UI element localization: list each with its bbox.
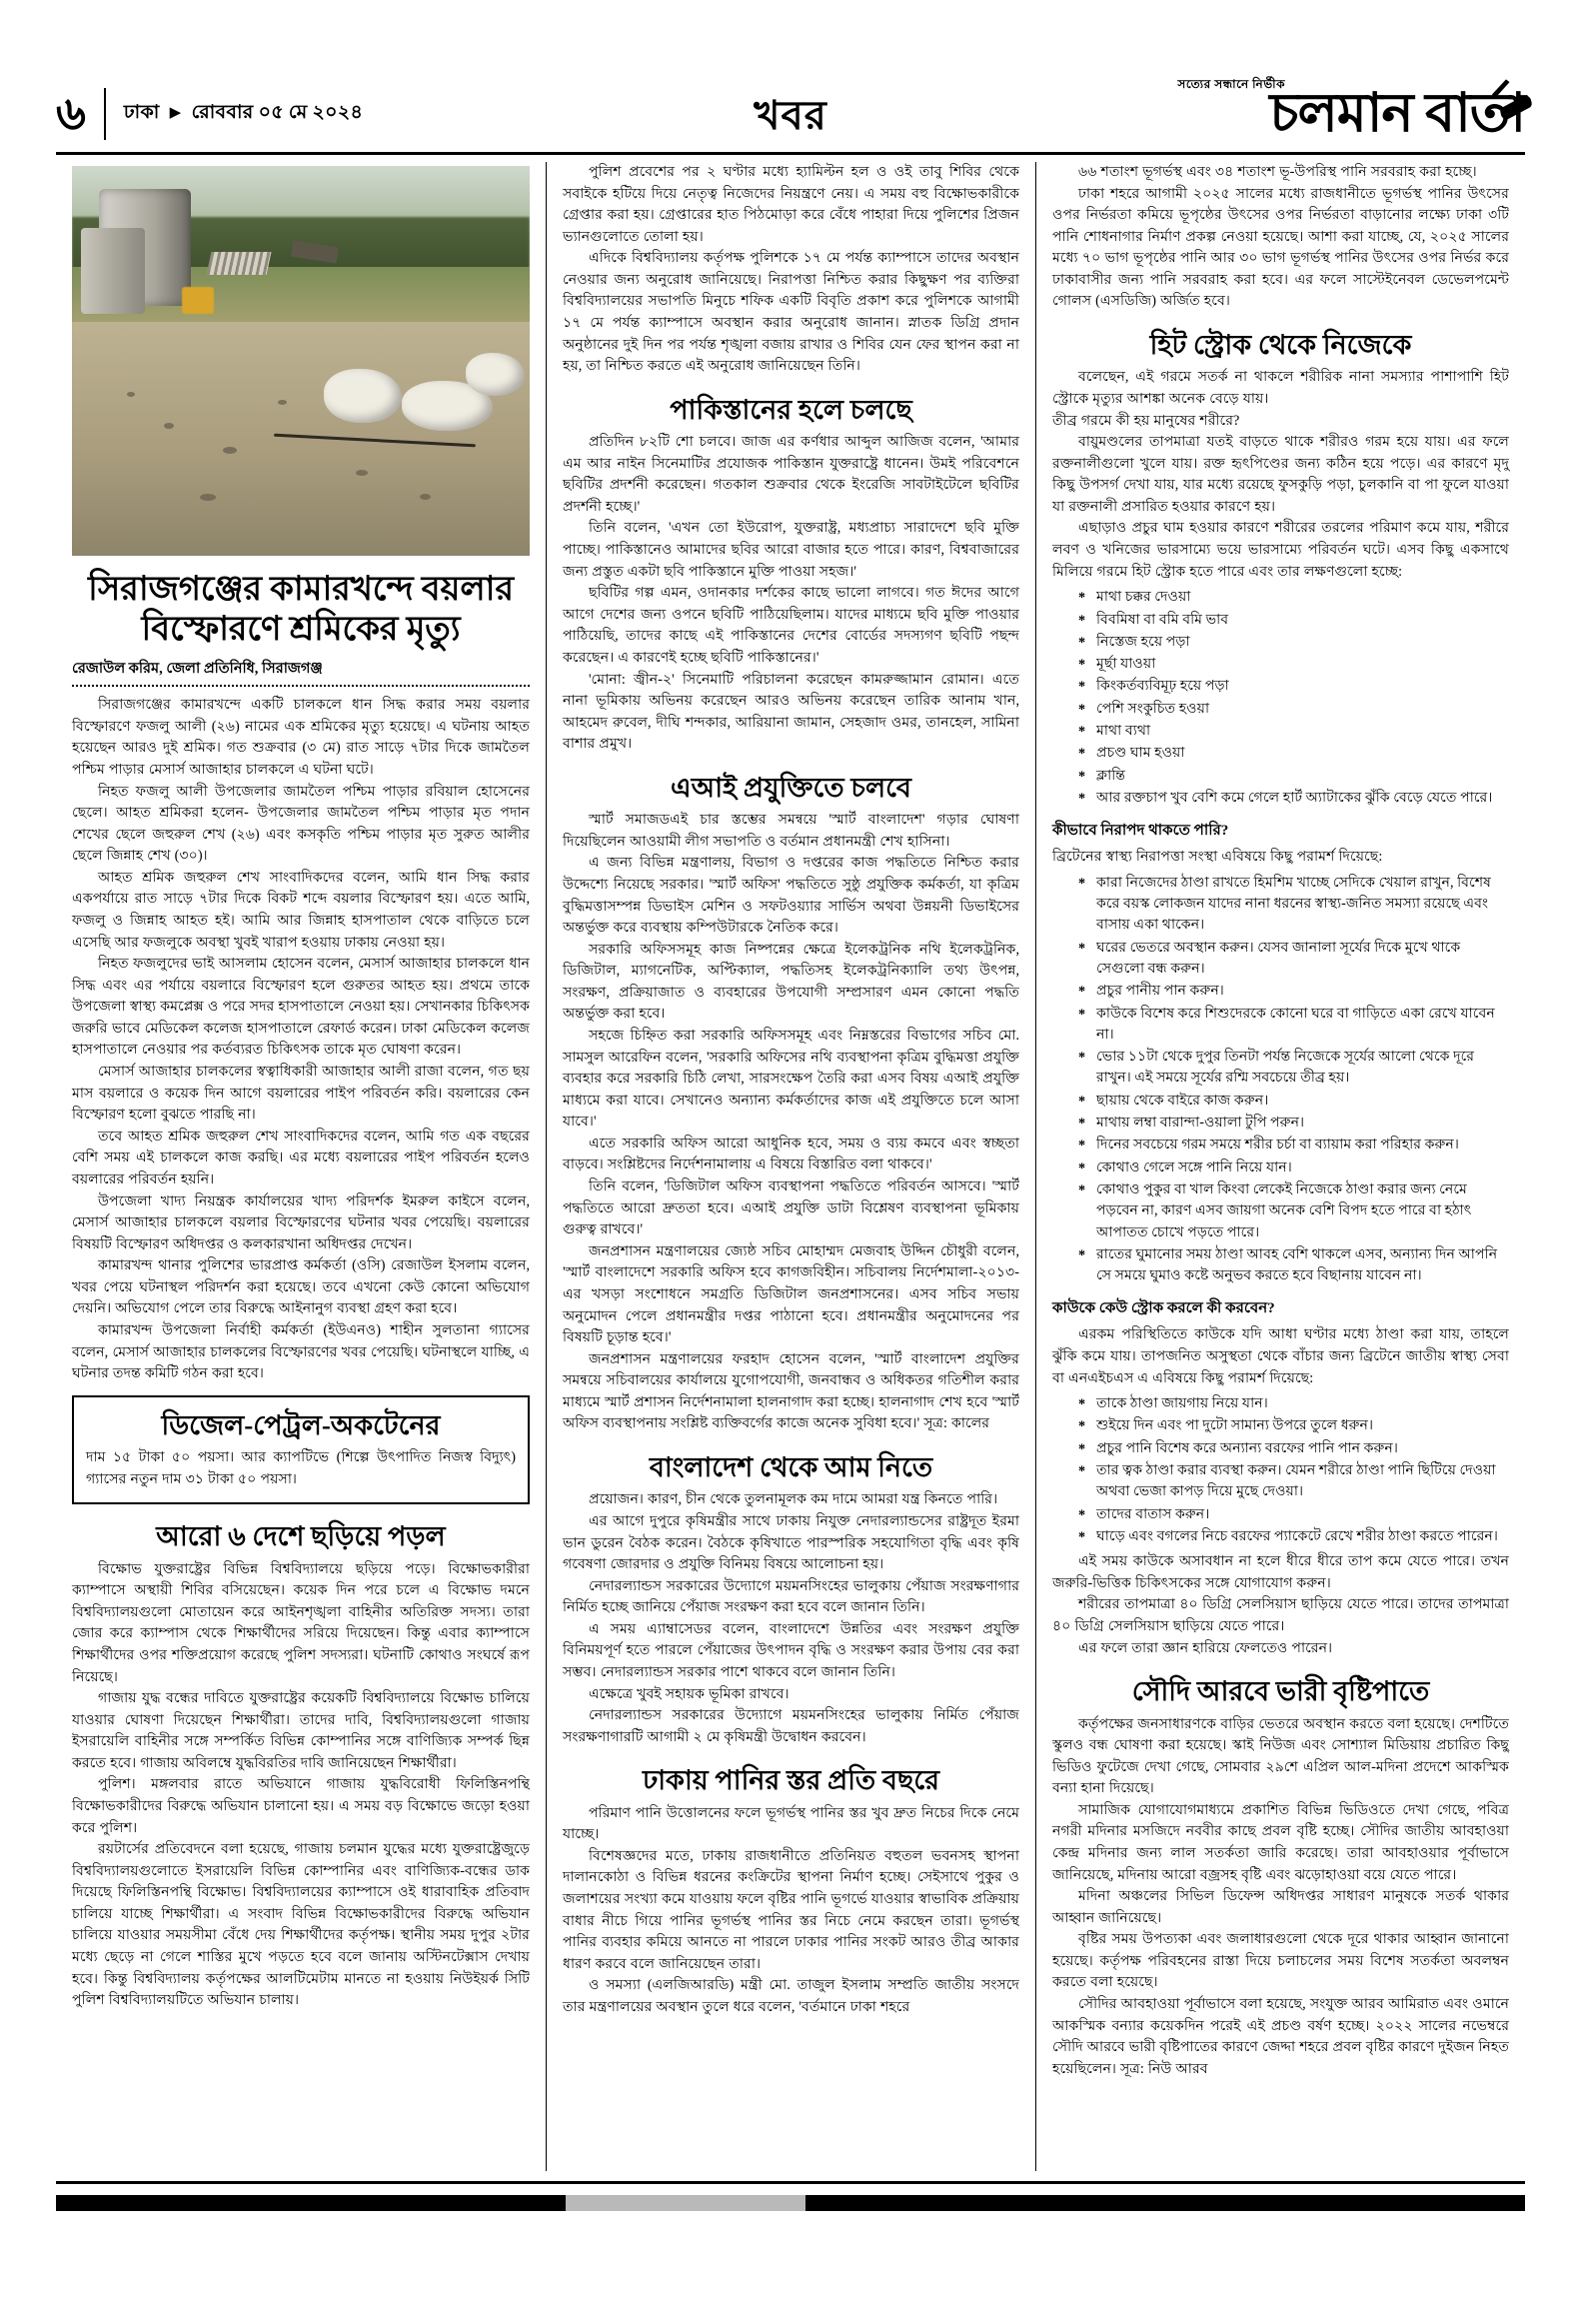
- list-item: * কারা নিজেদের ঠাণ্ডা রাখতে হিমশিম খাচ্ছে সেদিকে খেয়াল রাখুন, বিশেষ করে বয়স্ক লোকজন যাদের নানা ধরনের স্বাস্থ্য-জনিত সমস্যা রয়েছে এবং বাসায় একা থাকেন।: [1078, 873, 1509, 937]
- page-title: খবর: [754, 93, 827, 138]
- list-item: * তার ত্বক ঠাণ্ডা করার ব্যবস্থা করুন। যেমন শরীরে ঠাণ্ডা পানি ছিটিয়ে দেওয়া অথবা ভেজা কাপড় দিয়ে মুছে দেওয়া।: [1078, 1460, 1509, 1503]
- paragraph: বিশেষজ্ঞদের মতে, ঢাকায় রাজধানীতে প্রতিনিয়ত বহুতল ভবনসহ স্থাপনা দালানকোঠা ও বিভিন্ন ধরনের কংক্রিটের স্থাপনা নির্মাণ হচ্ছে। সেইসাথে পুকুর ও জলাশয়ের সংখ্যা কমে যাওয়ায় ফলে বৃষ্টির পানি ভূগর্ভে যাওয়ার স্বাভাবিক প্রক্রিয়ায় বাধার নীচে গিয়ে পানির ভূগর্ভস্থ পানির স্তর নিচে নেমে করছেন তারা। ভূগর্ভস্থ পানির ব্যবহার কমিয়ে আনতে না পারলে ঢাকার পানির সংকট আরও তীব্র আকার ধারণ করবে বলে জানিয়েছেন তারা।: [563, 1847, 1019, 1972]
- byline-rule: [72, 685, 530, 687]
- story-headline-saudi-rain: সৌদি আরবে ভারী বৃষ্টিপাতে: [1131, 1676, 1430, 1707]
- paragraph: নিহত ফজলু আলী উপজেলার জামতৈল পশ্চিম পাড়ার রবিয়াল হোসেনের ছেলে। আহত শ্রমিকরা হলেন- উপজেলার জামতৈল পশ্চিম পাড়ার মৃত পদান শেখের ছেলে জহুরুল শেখ (২৬) এবং কসকৃতি পশ্চিম পাড়ার মৃত সুরুত আলীর ছেলে জিন্নাহ শেখ (৩০)।: [72, 783, 530, 865]
- paragraph: কর্তৃপক্ষের জনসাধারণকে বাড়ির ভেতরে অবস্থান করতে বলা হয়েছে। দেশটিতে স্কুলও বন্ধ ঘোষণা করা হয়েছে। স্কাই নিউজ এবং সোশ্যাল মিডিয়ায় প্রচারিত কিছু ভিডিও ফুটেজে দেখা গেছে, সোমবার ২৯শে এপ্রিল আল-মদিনা প্রদেশে আকস্মিক বন্যা হানা দিয়েছে।: [1052, 1715, 1509, 1797]
- list-item: * প্রচুর পানি বিশেষ করে অন্যান্য বরফের পানি পান করুন।: [1078, 1438, 1509, 1459]
- secondary-headline: আরো ৬ দেশে ছড়িয়ে পড়ল: [156, 1521, 446, 1552]
- list-item: * দিনের সবচেয়ে গরম সময়ে শরীর চর্চা বা ব্যায়াম করা পরিহার করুন।: [1078, 1135, 1509, 1156]
- column-2: [546, 162, 1035, 2171]
- lead-photo: [72, 166, 530, 556]
- symptom-list: [1052, 587, 1509, 809]
- list-item: * ভোর ১১টা থেকে দুপুর তিনটা পর্যন্ত নিজেকে সূর্যের আলো থেকে দূরে রাখুন। এই সময়ে সূর্যের রশ্মি সবচেয়ে তীব্র হয়।: [1078, 1047, 1509, 1090]
- paragraph: ৬৬ শতাংশ ভূগর্ভস্থ এবং ৩৪ শতাংশ ভূ-উপরিস্থ পানি সরবরাহ করা হচ্ছে।: [1078, 164, 1477, 180]
- brand-name: চলমান বার্তা: [1269, 83, 1525, 143]
- list-item: * কিংকর্তব্যবিমূঢ় হয়ে পড়া: [1078, 676, 1509, 697]
- paragraph: মেসার্স আজাহার চালকলের স্বত্বাধিকারী আজাহার আলী রাজা বলেন, গত ছয় মাস বয়লারে ও কয়েক দিন আগে বয়লারের পাইপ পরিবর্তন করি। বয়লারের কেন বিস্ফোরণ হলো বুঝতে পারছি না।: [72, 1064, 530, 1124]
- list-item: * প্রচণ্ড ঘাম হওয়া: [1078, 743, 1509, 764]
- safety-advice-list: [1052, 873, 1509, 1287]
- dateline-city: ঢাকা: [123, 102, 160, 123]
- price-box: [72, 1395, 530, 1505]
- paragraph: পুলিশ। মঙ্গলবার রাতে অভিযানে গাজায় যুদ্ধবিরোধী ফিলিস্তিনপন্থি বিক্ষোভকারীদের বিরুদ্ধে অভিযান চালানো হয়। এ সময় বড় বিক্ষোভে জড়ো হওয়া করে পুলিশ।: [72, 1776, 530, 1836]
- footer-segment-middle: [566, 2195, 805, 2211]
- paragraph: বৃষ্টির সময় উপত্যকা এবং জলাধারগুলো থেকে দূরে থাকার আহ্বান জানানো হয়েছে। কর্তৃপক্ষ পরিবহনের রাস্তা দিয়ে চলাচলের সময় বিশেষ সতর্কতা অবলম্বন করতে বলা হয়েছে।: [1052, 1931, 1509, 1991]
- column-3: [1035, 162, 1525, 2171]
- list-item: * নিস্তেজ হয়ে পড়া: [1078, 632, 1509, 653]
- paragraph: এক্ষেত্রে খুবই সহায়ক ভূমিকা রাখবে।: [589, 1685, 789, 1702]
- paragraph: উপজেলা খাদ্য নিয়ন্ত্রক কার্যালয়ের খাদ্য পরিদর্শক ইমরুল কাইসে বলেন, মেসার্স আজাহার চালকলে বয়লার বিস্ফোরণের ঘটনার খবর পেয়েছি। বয়লারের বিষয়টি বিস্ফোরণ অধিদপ্তর ও কলকারখানা অধিদপ্তর দেখেন।: [72, 1192, 530, 1252]
- paragraph: এরকম পরিস্থিতিতে কাউকে যদি আধা ঘণ্টার মধ্যে ঠাণ্ডা করা যায়, তাহলে ঝুঁকি কমে যায়। তাপজনিত অসুস্থতা থেকে বাঁচার জন্য ব্রিটেনে জাতীয় স্বাস্থ্য সেবা বা এনএইচএস এ এবিষয়ে কিছু পরামর্শ দিয়েছে:: [1052, 1326, 1509, 1386]
- paragraph: কামারখন্দ উপজেলা নির্বাহী কর্মকর্তা (ইউএনও) শাহীন সুলতানা গ্যাসের বলেন, মেসার্স আজাহার চালকলের বিস্ফোরণের খবর পেয়েছি। ঘটনাস্থলে যাচ্ছি, এ ঘটনার তদন্ত কমিটি গঠন করা হবে।: [72, 1321, 530, 1382]
- paragraph: সৌদির আবহাওয়া পূর্বাভাসে বলা হয়েছে, সংযুক্ত আরব আমিরাত এবং ওমানে আকস্মিক বন্যার কয়েকদিন পরেই এই প্রচণ্ড বর্ষণ হচ্ছে। ২০২২ সালের নভেম্বরে সৌদি আরবে ভারী বৃষ্টিপাতের কারণে জেদ্দা শহরে প্রবল বৃষ্টির কারণে দুইজন নিহত হয়েছিলেন। সূত্র: নিউ আরব: [1052, 1996, 1509, 2077]
- price-box-headline: ডিজেল-পেট্রল-অকটেনের: [161, 1409, 441, 1440]
- paragraph: রয়টার্সের প্রতিবেদনে বলা হয়েছে, গাজায় চলমান যুদ্ধের মধ্যে যুক্তরাষ্ট্রেজুড়ে বিশ্ববিদ্যালয়গুলোতে ইসরায়েলি বিভিন্ন কোম্পানির এবং বাণিজ্যিক-বন্ধের ডাক দিয়েছে ফিলিস্তিনপন্থি বিক্ষোভ। বিশ্ববিদ্যালয়ের ক্যাম্পাসে ওই ধারাবাহিক প্রতিবাদ চালিয়ে যাচ্ছে শিক্ষার্থীরা। এ সংবাদ বিভিন্ন বিক্ষোভকারীদের বিরুদ্ধে অভিযান চালিয়ে যাওয়ার সময়সীমা বেঁধে দেয় শিক্ষার্থীদের কর্তৃপক্ষ। স্থানীয় সময় দুপুর ২টার মধ্যে ছেড়ে না গেলে শাস্তির মুখে পড়তে হবে বলে জানায় অস্টিনটেক্সাস দেখায় হবে। কিন্তু বিশ্ববিদ্যালয় কর্তৃপক্ষের আলটিমেটাম মানতে না হওয়ায় নিউইয়র্ক সিটি পুলিশ বিশ্ববিদ্যালয়টিতে অভিযান চালায়।: [72, 1841, 530, 2009]
- paragraph: নেদারল্যান্ডস সরকারের উদ্যোগে ময়মনসিংহের ভালুকায় পেঁয়াজ সংরক্ষণাগার নির্মিত হচ্ছে জানিয়ে পেঁয়াজ সংরক্ষণ করা হবে বলে জানান তিনি।: [563, 1577, 1019, 1616]
- paragraph: সহজে চিহ্নিত করা সরকারি অফিসসমূহ এবং নিম্নস্তরের বিভাগের সচিব মো. সামসুল আরেফিন বলেন, 'সরকারি অফিসের নথি ব্যবস্থাপনা কৃত্রিম বুদ্ধিমত্তা প্রযুক্তি ব্যবহার করে সরকারি চিঠি লেখা, সারসংক্ষেপ তৈরি করা এসব বিষয় এআই প্রযুক্তি মাধ্যমে করা যাবে। সেখানেও অন্যান্য কর্মকর্তাদের কাজ এই প্রযুক্তিতে চলে আসা যাবে।': [563, 1028, 1019, 1131]
- paragraph: প্রতিদিন ৮২টি শো চলবে। জাজ এর কর্ণধার আব্দুল আজিজ বলেন, 'আমার এম আর নাইন সিনেমাটির প্রযোজক পাকিস্তান যুক্তরাষ্ট্রে ধানেন। উমই পরিবেশনে ছবিটির প্রদর্শনী করেছেন। গতকাল শুক্রবার থেকে ইংরেজি সাবটাইটেলে ছবিটির প্রদর্শনী হচ্ছে।': [563, 434, 1019, 515]
- paragraph: সামাজিক যোগাযোগমাধ্যমে প্রকাশিত বিভিন্ন ভিডিওতে দেখা গেছে, পবিত্র নগরী মদিনার মসজিদে নববীর কাছে প্রবল বৃষ্টি হচ্ছে। সৌদির জাতীয় আবহাওয়া কেন্দ্র মদিনার জন্য লাল সতর্কতা জারি করেছে। তারা আবহাওয়ার পূর্বাভাসে জানিয়েছে, মদিনায় আরো বজ্রসহ বৃষ্টি এবং ঝড়োহাওয়া বয়ে যেতে পারে।: [1052, 1801, 1509, 1883]
- paragraph: ও সমস্যা (এলজিআরডি) মন্ত্রী মো. তাজুল ইসলাম সম্প্রতি জাতীয় সংসদে তার মন্ত্রণালয়ের অবস্থান তুলে ধরে বলেন, 'বর্তমানে ঢাকা শহরে: [563, 1977, 1019, 2015]
- price-box-text: দাম ১৫ টাকা ৫০ পয়সা। আর ক্যাপটিভে (শিল্পে উৎপাদিত নিজস্ব বিদ্যুৎ) গ্যাসের নতুন দাম ৩১ টাকা ৫০ পয়সা।: [86, 1449, 516, 1487]
- column-1: [56, 162, 546, 2171]
- footer-segment-left: [56, 2195, 566, 2211]
- footer-bar: [56, 2195, 1525, 2211]
- paragraph: তীব্র গরমে কী হয় মানুষের শরীরে?: [1052, 412, 1240, 429]
- response-list: [1052, 1393, 1509, 1547]
- paragraph: তিনি বলেন, 'ডিজিটাল অফিস ব্যবস্থাপনা পদ্ধতিতে পরিবর্তন আসবে। 'স্মার্ট পদ্ধতিতে আরো দ্রুততা হবে। এআই প্রযুক্তি ডাটা বিশ্লেষণ ব্যবস্থাপনা ভূমিকায় গুরুত্ব রাখবে।': [563, 1178, 1019, 1238]
- story-headline-water: ঢাকায় পানির স্তর প্রতি বছরে: [642, 1765, 940, 1796]
- paragraph: বিক্ষোভ যুক্তরাষ্ট্রের বিভিন্ন বিশ্ববিদ্যালয়ে ছড়িয়ে পড়ে। বিক্ষোভকারীরা ক্যাম্পাসে অস্থায়ী শিবির বসিয়েছেন। কয়েক দিন পরে চলে এ বিক্ষোভ দমনে বিশ্ববিদ্যালয়গুলো মোতায়েন করে আইনশৃঙ্খলা বাহিনীর অতিরিক্ত সদস্য। তারা জোর করে ক্যাম্পাস থেকে শিক্ষার্থীদের সরিয়ে দিয়েছেন। কিন্তু এবার ক্যাম্পাসে শিক্ষার্থীদের ওপর শক্তিপ্রয়োগ করেছে পুলিশ সদস্যরা। ঘটনাটি কোথাও সংঘর্ষে রূপ নিয়েছে।: [72, 1560, 530, 1685]
- subheading-safety: কীভাবে নিরাপদ থাকতে পারি?: [1052, 823, 1229, 840]
- paragraph: এতে সরকারি অফিস আরো আধুনিক হবে, সময় ও ব্যয় কমবে এবং স্বচ্ছতা বাড়বে। সংশ্লিষ্টদের নির্দেশনামালায় এ বিষয়ে বিস্তারিত বলা থাকবে।': [563, 1135, 1019, 1173]
- page-number: ৬: [56, 88, 86, 139]
- list-item: * তাদের বাতাস করুন।: [1078, 1504, 1509, 1525]
- paragraph: স্মার্ট সমাজডএই চার স্তম্ভের সমন্বয়ে 'স্মার্ট বাংলাদেশ' গড়ার ঘোষণা দিয়েছিলেন আওয়ামী লীগ সভাপতি ও বর্তমান প্রধানমন্ত্রী শেখ হাসিনা।: [563, 812, 1019, 850]
- paragraph: এদিকে বিশ্ববিদ্যালয় কর্তৃপক্ষ পুলিশকে ১৭ মে পর্যন্ত ক্যাম্পাসে তাদের অবস্থান নেওয়ার জন্য অনুরোধ জানিয়েছে। নিরাপত্তা নিশ্চিত করার কিছুক্ষণ পর ব্যক্তিরা বিশ্ববিদ্যালয়ের সভাপতি মিনুচে শফিক একটি বিবৃতি প্রকাশ করে পুলিশকে আগামী ১৭ মে পর্যন্ত ক্যাম্পাসে অবস্থান করার অনুরোধ জানান। স্নাতক ডিগ্রি প্রদান অনুষ্ঠানের দুই দিন পর পর্যন্ত শৃঙ্খলা বজায় রাখার ও শিবির যেন ফের স্থাপন করা না হয়, তা নিশ্চিত করতে এই অনুরোধ জানিয়েছেন তিনি।: [563, 250, 1019, 375]
- paragraph: বলেছেন, এই গরমে সতর্ক না থাকলে শরীরিক নানা সমস্যার পাশাপাশি হিট স্ট্রোকে মৃত্যুর আশঙ্কা অনেক বেড়ে যায়।: [1052, 369, 1509, 408]
- paragraph: এর ফলে তারা জ্ঞান হারিয়ে ফেলতেও পারেন।: [1078, 1639, 1333, 1656]
- list-item: * তাকে ঠাণ্ডা জায়গায় নিয়ে যান।: [1078, 1393, 1509, 1414]
- paragraph: জনপ্রশাসন মন্ত্রণালয়ের ফরহাদ হোসেন বলেন, 'স্মার্ট বাংলাদেশ প্রযুক্তির সমন্বয়ে সচিবালয়ের কার্যালয়ে যুগোপযোগী, জনবান্ধব ও অধিকতর গতিশীল করার মাধ্যমে স্মার্ট প্রশাসন নির্দেশনামালা হালনাগাদ করা হচ্ছে। হালনাগাদ শেখ হবে 'স্মার্ট অফিস ব্যবস্থাপনায় সংশ্লিষ্ট ব্যক্তিবর্গের কাজে অনেক সুবিধা হবে।' সূত্র: কালের: [563, 1350, 1019, 1432]
- paragraph: নেদারল্যান্ডস সরকারের উদ্যোগে ময়মনসিংহের ভালুকায় নির্মিত পেঁয়াজ সংরক্ষণাগারটি আগামী ২ মে কৃষিমন্ত্রী উদ্বোধন করবেন।: [563, 1707, 1019, 1745]
- list-item: * রাতের ঘুমানোর সময় ঠাণ্ডা আবহ বেশি থাকলে এসব, অন্যান্য দিন আপনি সে সময়ে ঘুমাও কষ্টে অনুভব করতে হবে বিছানায় যাবেন না।: [1078, 1244, 1509, 1287]
- list-item: * মাথায় লম্বা বারান্দা-ওয়ালা টুপি পরুন।: [1078, 1113, 1509, 1134]
- list-item: * প্রচুর পানীয় পান করুন।: [1078, 981, 1509, 1002]
- list-item: * ক্লান্তি: [1078, 766, 1509, 787]
- list-item: * কাউকে বিশেষ করে শিশুদেরকে কোনো ঘরে বা গাড়িতে একা রেখে যাবেন না।: [1078, 1004, 1509, 1047]
- play-triangle-icon: ▶: [169, 105, 182, 121]
- paragraph: এর আগে দুপুরে কৃষিমন্ত্রীর সাথে ঢাকায় নিযুক্ত নেদারল্যান্ডসের রাষ্ট্রদূত ইরমা ভান ডুরেন বৈঠক করেন। বৈঠকে কৃষিখাতে পারস্পরিক সহযোগিতা বৃদ্ধি এবং কৃষি গবেষণা জোরদার ও প্রযুক্তি বিনিময় বিষয়ে আলোচনা হয়।: [563, 1512, 1019, 1573]
- paragraph: এছাড়াও প্রচুর ঘাম হওয়ার কারণে শরীরের তরলের পরিমাণ কমে যায়, শরীরে লবণ ও খনিজের ভারসাম্যে ভয়ে ভারসাম্যে পরিবর্তন ঘটে। এসব কিছু একসাথে মিলিয়ে গরমে হিট স্ট্রোক হতে পারে এবং তার লক্ষণগুলো হচ্ছে:: [1052, 520, 1509, 580]
- paragraph: সিরাজগঞ্জের কামারখন্দে একটি চালকলে ধান সিদ্ধ করার সময় বয়লার বিস্ফোরণে ফজলু আলী (২৬) নামের এক শ্রমিকের মৃত্যু হয়েছে। এ ঘটনায় আহত হয়েছেন আরও দুই শ্রমিক। গত শুক্রবার (৩ মে) রাত সাড়ে ৭টার দিকে জামতৈল পশ্চিম পাড়ার মেসার্স আজাহার চালকলে এ ঘটনা ঘটে।: [72, 697, 530, 778]
- paragraph: বায়ুমণ্ডলের তাপমাত্রা যতই বাড়তে থাকে শরীরও গরম হয়ে যায়। এর ফলে রক্তনালীগুলো খুলে যায়। রক্ত হৃৎপিণ্ডের জন্য কঠিন হয়ে পড়ে। এর কারণে মৃদু কিছু উপসর্গ দেখা যায়, যার মধ্যে রয়েছে ফুসকুড়ি পড়া, চুলকানি বা পা ফুলে যাওয়া যা রক্তনালী প্রসারিত হওয়ার কারণে হয়।: [1052, 434, 1509, 515]
- list-item: * বিবমিষা বা বমি বমি ভাব: [1078, 610, 1509, 631]
- list-item: * পেশি সংকুচিত হওয়া: [1078, 699, 1509, 720]
- list-item: * কোথাও পুকুর বা খাল কিংবা লেকেই নিজেকে ঠাণ্ডা করার জন্য নেমে পড়বেন না, কারণ এসব জায়গা অনেক বেশি বিপদ হতে পারে বা হঠাৎ আপাতত চোখে পড়তে পারে।: [1078, 1179, 1509, 1243]
- list-item: * ছায়ায় থেকে বাইরে কাজ করুন।: [1078, 1091, 1509, 1112]
- paragraph: এই সময় কাউকে অসাবধান না হলে ধীরে ধীরে তাপ কমে যেতে পারে। তখন জরুরি-ভিত্তিক চিকিৎসকের সঙ্গে যোগাযোগ করুন।: [1052, 1553, 1509, 1591]
- list-item: * কোথাও গেলে সঙ্গে পানি নিয়ে যান।: [1078, 1158, 1509, 1178]
- paragraph: প্রয়োজন। কারণ, চীন থেকে তুলনামূলক কম দামে আমরা যন্ত্র কিনতে পারি।: [589, 1491, 998, 1508]
- paragraph: জনপ্রশাসন মন্ত্রণালয়ের জ্যেষ্ঠ সচিব মোহাম্মদ মেজবাহ উদ্দিন চৌধুরী বলেন, 'স্মার্ট বাংলাদেশে সরকারি অফিস হবে কাগজবিহীন। সচিবালয় নির্দেশমালা-২০১৩-এর খসড়া সংশোধনে সমগ্রতি ডিজিটাল জনপ্রশাসনের। এসব সচিব সভায় অনুমোদন পেলে প্রধানমন্ত্রীর দপ্তর পাঠানো হবে। প্রধানমন্ত্রীর অনুমোদনের পর বিষয়টি চূড়ান্ত হবে।': [563, 1242, 1019, 1346]
- list-item: * আর রক্তচাপ খুব বেশি কমে গেলে হার্ট অ্যাটাকের ঝুঁকি বেড়ে যেতে পারে।: [1078, 788, 1509, 809]
- paragraph: গাজায় যুদ্ধ বন্ধের দাবিতে যুক্তরাষ্ট্রের কয়েকটি বিশ্ববিদ্যালয়ে বিক্ষোভ চালিয়ে যাওয়ার ঘোষণা দিয়েছেন শিক্ষার্থীরা। তাদের দাবি, বিশ্ববিদ্যালয়গুলো গাজায় ইসরায়েলি বাহিনীর সঙ্গে সম্পর্কিত বিভিন্ন কোম্পানির সঙ্গে বাণিজ্যিক সম্পর্ক ছিন্ন করতে হবে। গাজায় অবিলম্বে যুদ্ধবিরতির দাবি জানিয়েছেন শিক্ষার্থীরা।: [72, 1690, 530, 1771]
- story-headline-mango: বাংলাদেশ থেকে আম নিতে: [649, 1452, 933, 1482]
- list-item: * ঘরের ভেতরে অবস্থান করুন। যেসব জানালা সূর্যের দিকে মুখে থাকে সেগুলো বন্ধ করুন।: [1078, 938, 1509, 981]
- brand-kicker: সত্যের সন্ধানে নির্ভীক: [1177, 77, 1285, 91]
- masthead: [56, 78, 1525, 150]
- lead-headline: সিরাজগঞ্জের কামারখন্দে বয়লার বিস্ফোরণে শ্রমিকের মৃত্যু: [88, 571, 514, 649]
- paragraph: 'মোনা: জ্বীন-২' সিনেমাটি পরিচালনা করেছেন কামরুজ্জামান রোমান। এতে নানা ভূমিকায় অভিনয় করেছেন আরও অভিনয় করেছেন তারিক আনাম খান, আহমেদ রুবেল, দীঘি শন্দকার, আরিয়ানা জামান, সেহজাদ ওমর, তানহেল, সামিনা বাশার প্রমুখ।: [563, 671, 1019, 753]
- paragraph: শরীরের তাপমাত্রা ৪০ ডিগ্রি সেলসিয়াস ছাড়িয়ে যেতে পারে। তাদের তাপমাত্রা ৪০ ডিগ্রি সেলসিয়াস ছাড়িয়ে যেতে পারে।: [1052, 1596, 1509, 1634]
- paragraph: সরকারি অফিসসমূহ কাজ নিষ্পন্নের ক্ষেত্রে ইলেকট্রনিক নথি ইলেকট্রনিক, ডিজিটাল, ম্যাগনেটিক, অপ্টিক্যাল, পদ্ধতিসহ ইলেকট্রনিক্যালি তথ্য উৎপন্ন, সংরক্ষণ, প্রক্রিয়াজাত ও ব্যবহারের উপযোগী সম্প্রসারণ এমন কোনো পদ্ধতি অন্তর্ভুক্ত করা হবে।: [563, 941, 1019, 1023]
- paragraph: আহত শ্রমিক জহুরুল শেখ সাংবাদিকদের বলেন, আমি ধান সিদ্ধ করার একপর্যায়ে রাত সাড়ে ৭টার দিকে বিকট শব্দে বয়লার বিস্ফোরণ হয়। এতে আমি, ফজলু ও জিন্নাহ আহত হই। আমি আর জিন্নাহ হাসপাতাল থেকে বাড়িতে চলে এসেছি আর ফজলুকে অবস্থা খুবই খারাপ হওয়ায় ঢাকায় নেওয়া হয়।: [72, 869, 530, 951]
- paragraph: তিনি বলেন, 'এখন তো ইউরোপ, যুক্তরাষ্ট্র, মধ্যপ্রাচ্য সারাদেশে ছবি মুক্তি পাচ্ছে। পাকিস্তানেও আমাদের ছবির আরো বাজার হতে পারে। কারণ, বিশ্ববাজারের জন্য প্রস্তুত একটা ছবি পাকিস্তানে মুক্তি পাওয়া সহজ।': [563, 520, 1019, 580]
- list-item: * ঘাড়ে এবং বগলের নিচে বরফের প্যাকেটে রেখে শরীর ঠাণ্ডা করতে পারেন।: [1078, 1526, 1509, 1547]
- brand-logo: [1177, 77, 1525, 143]
- paragraph: তবে আহত শ্রমিক জহুরুল শেখ সাংবাদিকদের বলেন, আমি গত এক বছরের বেশি সময় এই চালকলে কাজ করছি। এর মধ্যে বয়লারের পাইপ পরিবর্তন হলেও বয়লারের পরিবর্তন হয়নি।: [72, 1128, 530, 1187]
- paragraph: পরিমাণ পানি উত্তোলনের ফলে ভূগর্ভস্থ পানির স্তর খুব দ্রুত নিচের দিকে নেমে যাচ্ছে।: [563, 1804, 1019, 1843]
- paragraph: কামারখন্দ থানার পুলিশের ভারপ্রাপ্ত কর্মকর্তা (ওসি) রেজাউল ইসলাম বলেন, খবর পেয়ে ঘটনাস্থল পরিদর্শন করা হয়েছে। তবে এখনো কেউ কোনো অভিযোগ দেয়নি। অভিযোগ পেলে তার বিরুদ্ধে আইনানুগ ব্যবস্থা গ্রহণ করা হবে।: [72, 1257, 530, 1317]
- story-headline-heatstroke: হিট স্ট্রোক থেকে নিজেকে: [1149, 330, 1412, 361]
- list-item: * মূর্ছা যাওয়া: [1078, 654, 1509, 675]
- article-columns: [56, 162, 1525, 2171]
- paragraph: এ সময় এ্যাম্বাসেডর বলেন, বাংলাদেশে উন্নতির এবং সংরক্ষণ প্রযুক্তি বিনিময়পূর্ণ হতে পারলে পেঁয়াজের উৎপাদন বৃদ্ধি ও সংরক্ষণ করার উপায় বের করা সম্ভব। নেদারল্যান্ডস সরকার পাশে থাকবে বলে জানান তিনি।: [563, 1620, 1019, 1681]
- header-rule: [56, 152, 1525, 155]
- paragraph: নিহত ফজলুদের ভাই আসলাম হোসেন বলেন, মেসার্স আজাহার চালকলে ধান সিদ্ধ এবং এর পর্যায়ে বয়লারে বিস্ফোরণ হলে গুরুতর আহত হয়। প্রথমে তাকে উপজেলা স্বাস্থ্য কমপ্লেক্স ও পরে সদর হাসপাতালে নেওয়া হয়। সেখানকার চিকিৎসক জরুরি ভাবে মেডিকেল কলেজ হাসপাতালে রেফার্ড করেন। ঢাকা মেডিকেল কলেজ হাসপাতালে নেওয়ার পর কর্তব্যরত চিকিৎসক তাকে মৃত ঘোষণা করেন।: [72, 956, 530, 1059]
- footer-segment-right: [805, 2195, 1525, 2211]
- paragraph: এ জন্য বিভিন্ন মন্ত্রণালয়, বিভাগ ও দপ্তরের কাজ পদ্ধতিতে নিশ্চিত করার উদ্দেশ্যে নিয়েছে সরকার। 'স্মার্ট অফিস' পদ্ধতিতে সুষ্ঠু প্রযুক্তিক কর্মকর্তা, যা কৃত্রিম বুদ্ধিমত্তাসম্পন্ন ডিভাইস মেশিন ও সফটওয়্যার সার্ভিস অথবা উন্নয়নী ডিভাইসের অন্তর্ভুক্ত করে ব্যবস্থায় কম্পিউটারকে নৈতিক করে।: [563, 855, 1019, 937]
- byline: রেজাউল করিম, জেলা প্রতিনিধি, সিরাজগঞ্জ: [72, 661, 323, 678]
- paragraph: ছবিটির গল্প এমন, ওদানকার দর্শকের কাছে ভালো লাগবে। গত ঈদের আগে আগে দেশের জন্য ওপনে ছবিটি পাঠিয়েছিলাম। যাদের মাধ্যমে ছবি মুক্তি পাওয়ার পাঠিয়েছি, তাদের কাছে এই পাকিস্তানের দেশের বোর্ডের সদস্যগণ ছবিটি পছন্দ করেছেন। এ কারণেই হচ্ছে ছবিটি পাকিস্তানের।': [563, 585, 1019, 666]
- story-headline-ai: এআই প্রযুক্তিতে চলবে: [671, 772, 911, 803]
- paragraph: পুলিশ প্রবেশের পর ২ ঘণ্টার মধ্যে হ্যামিল্টন হল ও ওই তাবু শিবির থেকে সবাইকে হটিয়ে দিয়ে নেতৃত্ব নিজেদের নিয়ন্ত্রণে নেয়। এ সময় বহু বিক্ষোভকারীকে গ্রেপ্তার করা হয়। গ্রেপ্তারের হাত পিঠমোড়া করে বেঁধে পাহারা দিয়ে পুলিশের প্রিজন ভ্যানগুলোতে তোলা হয়।: [563, 164, 1019, 245]
- subheading-response: কাউকে কেউ স্ট্রোক করলে কী করবেন?: [1052, 1300, 1275, 1317]
- paragraph: ব্রিটেনের স্বাস্থ্য নিরাপত্তা সংস্থা এবিষয়ে কিছু পরামর্শ দিয়েছে:: [1052, 849, 1383, 866]
- paragraph: মদিনা অঞ্চলের সিভিল ডিফেন্স অধিদপ্তর সাধারণ মানুষকে সতর্ক থাকার আহ্বান জানিয়েছে।: [1052, 1888, 1509, 1926]
- list-item: * শুইয়ে দিন এবং পা দুটো সামান্য উপরে তুলে ধরুন।: [1078, 1415, 1509, 1436]
- paragraph: ঢাকা শহরে আগামী ২০২৫ সালের মধ্যে রাজধানীতে ভূগর্ভস্থ পানির উৎসের ওপর নির্ভরতা কমিয়ে ভূপৃষ্ঠের উৎসের ওপর নির্ভরতা বাড়ানোর লক্ষ্যে ঢাকা ৩টি পানি শোধনাগার নির্মাণ প্রকল্প নেওয়া হয়েছে। আশা করা যাচ্ছে, যে, ২০২৫ সালের মধ্যে ৭০ ভাগ ভূপৃষ্ঠের পানি আর ৩০ ভাগ ভূগর্ভস্থ পানির উৎসের ওপর নির্ভর করে ঢাকাবাসীর জন্য পানি সরবরাহ করা হবে। এর ফলে সাস্টেইনেবল ডেভেলপমেন্ট গোলস (এসডিজি) অর্জিত হবে।: [1052, 185, 1509, 310]
- list-item: * মাথা ব্যথা: [1078, 721, 1509, 742]
- dateline-date: রোববার ০৫ মে ২০২৪: [191, 102, 364, 123]
- list-item: * মাথা চক্কর দেওয়া: [1078, 587, 1509, 608]
- footer-rule: [56, 2181, 1525, 2184]
- story-headline-pakistan: পাকিস্তানের হলে চলছে: [670, 394, 912, 425]
